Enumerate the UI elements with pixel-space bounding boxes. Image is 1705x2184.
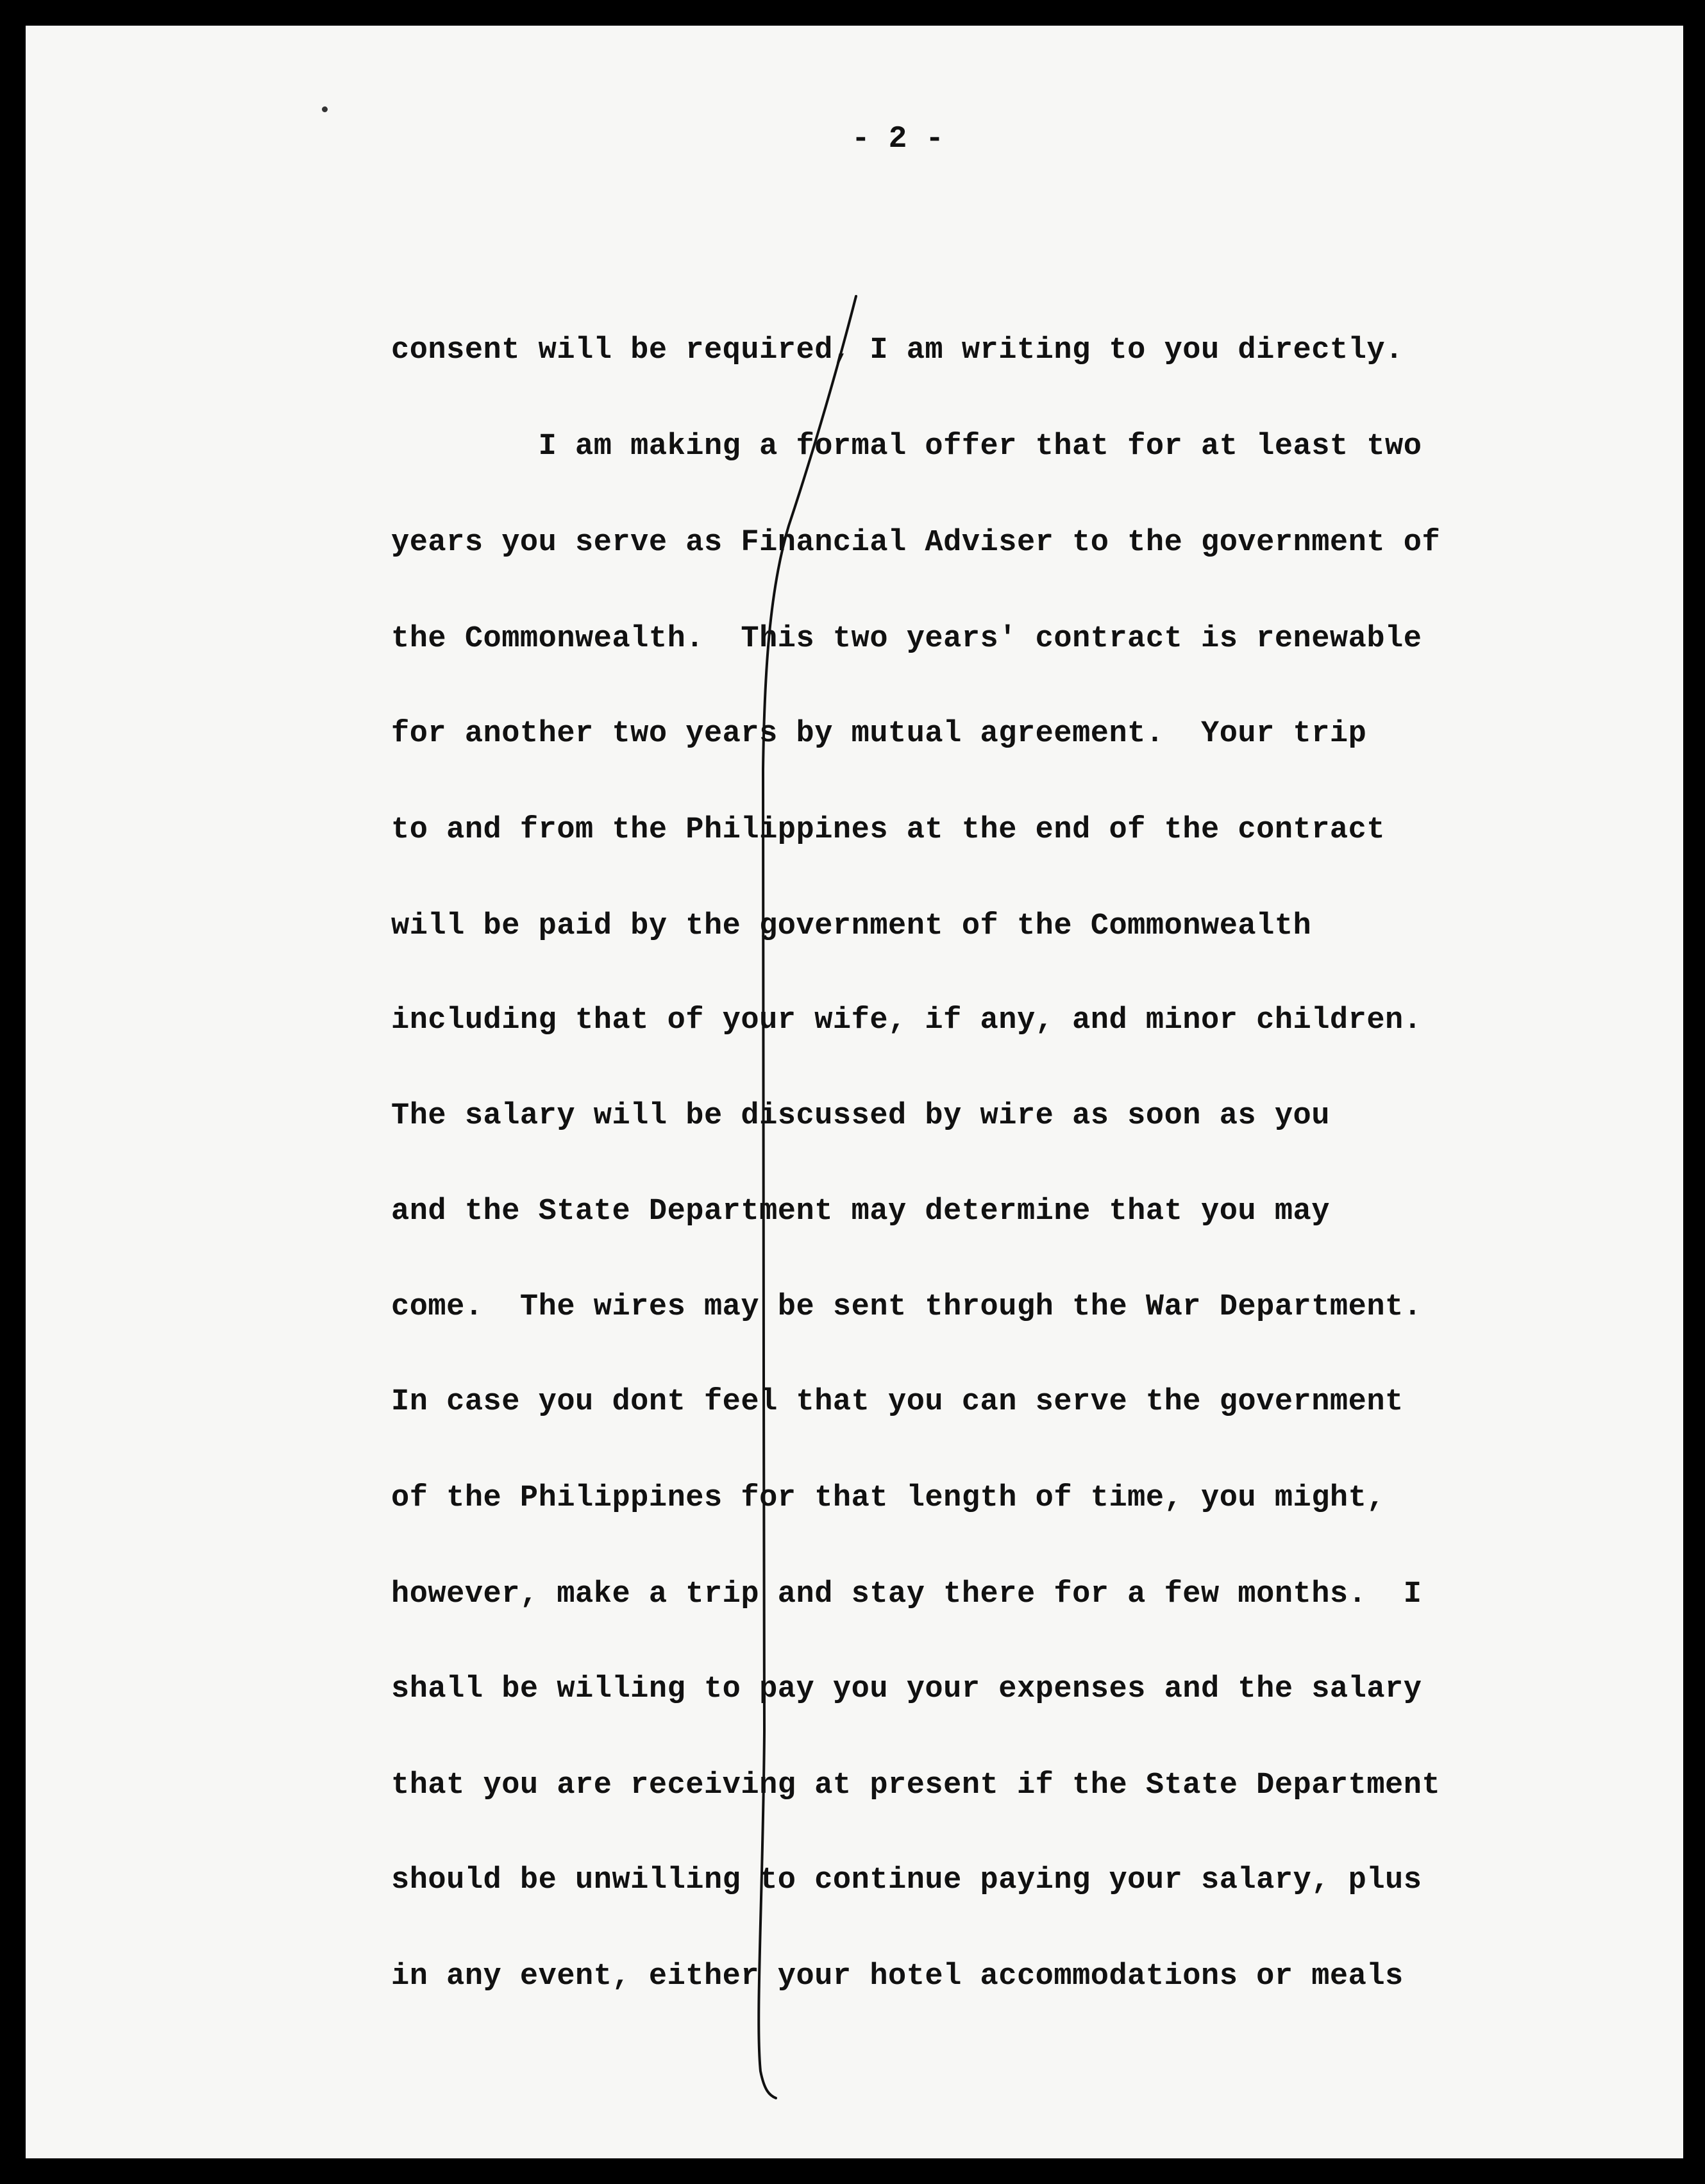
text-line: come. The wires may be sent through the War Department. <box>391 1290 1422 1324</box>
text-line: The salary will be discussed by wire as soon as you <box>391 1099 1330 1133</box>
text-line: of the Philippines for that length of time, you might, <box>391 1481 1386 1515</box>
text-line: however, make a trip and stay there for a few months. I <box>391 1577 1422 1611</box>
text-line: I am making a formal offer that for at least two <box>391 430 1422 464</box>
text-line: will be paid by the government of the Commonwealth <box>391 909 1312 943</box>
text-line: should be unwilling to continue paying your salary, plus <box>391 1863 1422 1897</box>
text-line: and the State Department may determine that you may <box>391 1195 1330 1229</box>
text-line: years you serve as Financial Adviser to the government of <box>391 526 1441 560</box>
text-line: that you are receiving at present if the State Department <box>391 1768 1441 1802</box>
text-line: shall be willing to pay you your expenses and the salary <box>391 1672 1422 1706</box>
text-line: for another two years by mutual agreement. Your trip <box>391 717 1367 751</box>
text-line: In case you dont feel that you can serve the government <box>391 1385 1404 1419</box>
text-line: the Commonwealth. This two years' contract is renewable <box>391 622 1422 656</box>
text-line: consent will be required, I am writing to you directly. <box>391 333 1404 367</box>
page-number: - 2 - <box>851 122 945 156</box>
text-line: to and from the Philippines at the end of the contract <box>391 813 1386 847</box>
text-line: in any event, either your hotel accommodations or meals <box>391 1960 1404 1994</box>
text-line: including that of your wife, if any, and minor children. <box>391 1004 1422 1037</box>
pen-stroke <box>759 296 856 2098</box>
